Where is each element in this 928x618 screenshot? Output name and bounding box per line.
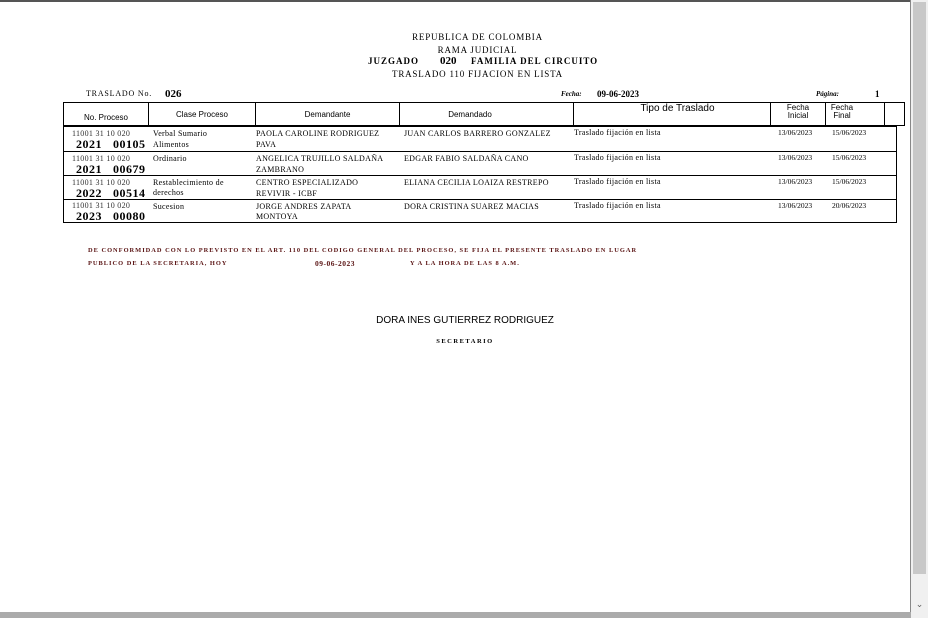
pagina-value: 1 <box>875 89 880 99</box>
row-clase-1: Verbal Sumario <box>153 129 208 138</box>
row-demandante-1: JORGE ANDRES ZAPATA <box>256 202 352 211</box>
row-number: 00514 <box>113 186 146 200</box>
row-tipo: Traslado fijación en lista <box>574 128 661 137</box>
row-year: 2023 <box>76 209 102 223</box>
signature-name: DORA INES GUTIERREZ RODRIGUEZ <box>376 315 554 326</box>
row-clase-1: Restablecimiento de <box>153 178 224 187</box>
col-header-clase: Clase Proceso <box>175 110 229 119</box>
header-juzgado-tipo: FAMILIA DEL CIRCUITO <box>471 56 599 66</box>
scroll-down-icon[interactable]: ⌄ <box>915 600 924 610</box>
row-code: 11001 31 10 020 <box>72 129 131 138</box>
col-header-fecha-inicial-2: Inicial <box>787 111 809 120</box>
header-republica: REPUBLICA DE COLOMBIA <box>412 32 543 42</box>
scrollbar-thumb[interactable] <box>913 2 926 574</box>
row-code: 11001 31 10 020 <box>72 154 131 163</box>
col-header-demandado: Demandado <box>448 110 492 119</box>
row-fecha-final: 20/06/2023 <box>832 201 867 210</box>
row-code: 11001 31 10 020 <box>72 201 131 210</box>
row-demandante-2: REVIVIR - ICBF <box>256 189 318 198</box>
col-header-fecha-final-1: Fecha <box>830 103 854 112</box>
fecha-value: 09-06-2023 <box>597 89 639 99</box>
row-fecha-inicial: 13/06/2023 <box>778 128 813 137</box>
col-header-tipo: Tipo de Traslado <box>640 103 715 114</box>
row-tipo: Traslado fijación en lista <box>574 201 661 210</box>
top-border <box>0 0 910 2</box>
row-number: 00105 <box>113 137 146 151</box>
row-fecha-inicial: 13/06/2023 <box>778 177 813 186</box>
row-clase-1: Sucesion <box>153 202 185 211</box>
row-year: 2021 <box>76 162 102 176</box>
row-demandado: DORA CRISTINA SUAREZ MACIAS <box>404 202 540 211</box>
traslado-label: TRASLADO No. <box>86 89 153 98</box>
row-year: 2021 <box>76 137 102 151</box>
notice-line-2-b: Y A LA HORA DE LAS 8 A.M. <box>410 260 520 267</box>
row-fecha-final: 15/06/2023 <box>832 153 867 162</box>
header-juzgado-num: 020 <box>440 55 457 67</box>
row-fecha-inicial: 13/06/2023 <box>778 201 813 210</box>
col-header-fecha-inicial-1: Fecha <box>786 103 810 112</box>
row-tipo: Traslado fijación en lista <box>574 153 661 162</box>
row-demandante-2: ZAMBRANO <box>256 165 305 174</box>
row-tipo: Traslado fijación en lista <box>574 177 661 186</box>
row-demandado: ELIANA CECILIA LOAIZA RESTREPO <box>404 178 549 187</box>
row-fecha-inicial: 13/06/2023 <box>778 153 813 162</box>
pagina-label: Página: <box>816 90 839 98</box>
notice-line-2-date: 09-06-2023 <box>315 259 355 268</box>
row-number: 00080 <box>113 209 146 223</box>
row-demandante-1: PAOLA CAROLINE RODRIGUEZ <box>256 129 380 138</box>
row-demandado: JUAN CARLOS BARRERO GONZALEZ <box>404 129 551 138</box>
row-fecha-final: 15/06/2023 <box>832 177 867 186</box>
row-clase-2: Alimentos <box>153 140 190 149</box>
row-code: 11001 31 10 020 <box>72 178 131 187</box>
row-clase-2: derechos <box>153 188 184 197</box>
row-demandante-2: PAVA <box>256 140 277 149</box>
row-clase-1: Ordinario <box>153 154 187 163</box>
signature-title: SECRETARIO <box>436 338 494 345</box>
notice-line-1: DE CONFORMIDAD CON LO PREVISTO EN EL ART. 110 DEL CODIGO GENERAL DEL PROCESO, SE FIJA EL PRESENTE TRASLADO EN LUGAR <box>88 247 638 254</box>
row-demandado: EDGAR FABIO SALDAÑA CANO <box>404 154 529 163</box>
col-header-demandante: Demandante <box>304 110 351 119</box>
row-number: 00679 <box>113 162 146 176</box>
col-header-no-proceso: No. Proceso <box>83 113 129 122</box>
row-year: 2022 <box>76 186 102 200</box>
traslado-number: 026 <box>165 88 182 100</box>
row-demandante-1: ANGELICA TRUJILLO SALDAÑA <box>256 154 384 163</box>
notice-line-2-a: PUBLICO DE LA SECRETARIA, HOY <box>88 260 228 267</box>
row-demandante-1: CENTRO ESPECIALIZADO <box>256 178 359 187</box>
header-juzgado-label: JUZGADO <box>368 56 420 66</box>
header-rama: RAMA JUDICIAL <box>437 45 518 55</box>
fecha-label: Fecha: <box>561 90 582 98</box>
header-subtitle: TRASLADO 110 FIJACION EN LISTA <box>392 69 563 79</box>
col-header-fecha-final-2: Final <box>833 111 851 120</box>
row-demandante-2: MONTOYA <box>256 212 298 221</box>
row-fecha-final: 15/06/2023 <box>832 128 867 137</box>
